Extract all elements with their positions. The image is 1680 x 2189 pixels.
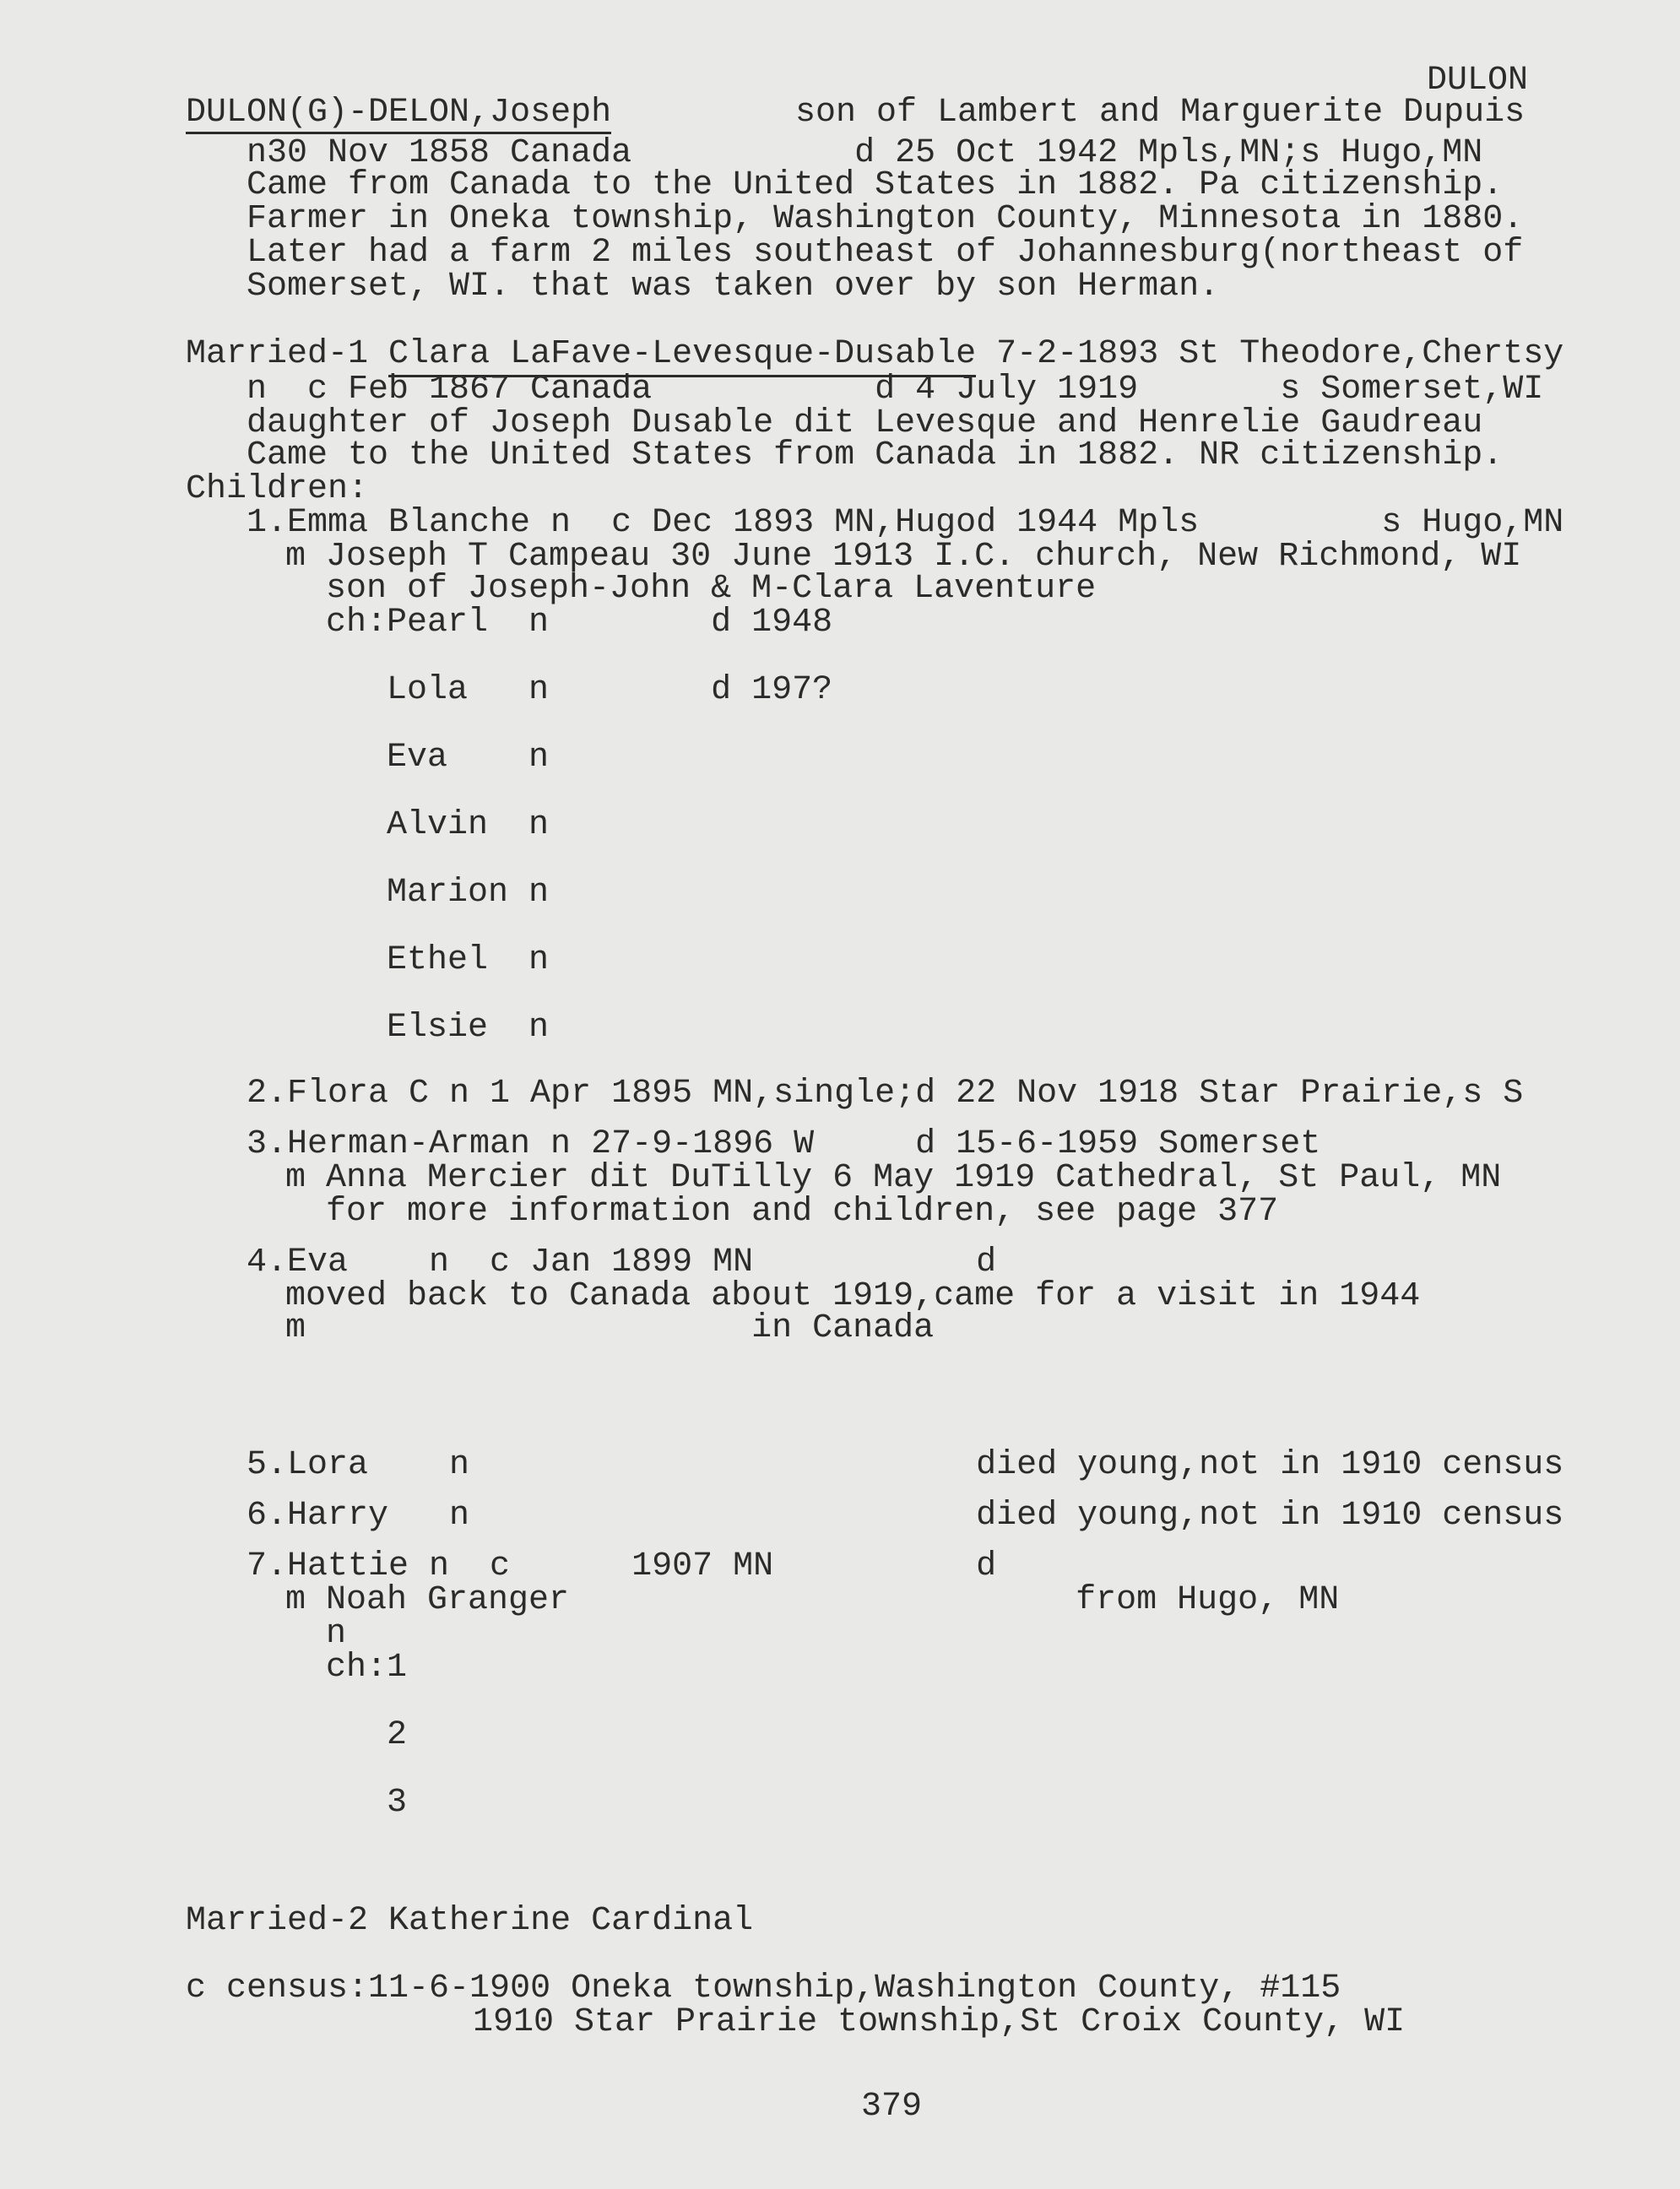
child4-marriage: m in Canada [285,1309,935,1347]
marriage2-line: Married-2 Katherine Cardinal [186,1902,754,1940]
child1-marriage: m Joseph T Campeau 30 June 1913 I.C. church, New Richmond, WI [285,538,1522,576]
page-label: DULON [1427,62,1529,100]
grandchild-row: 2 [326,1716,408,1754]
census-line-1900: c census:11-6-1900 Oneka township,Washington County, #115 [186,1970,1341,2007]
child3-marriage: m Anna Mercier dit DuTilly 6 May 1919 Cathedral, St Paul, MN [285,1159,1502,1197]
marriage1-line [186,335,1564,373]
grandchild-row: 3 [326,1784,408,1822]
subject-name: DULON(G)-DELON,Joseph [186,96,611,134]
child4-line: 4.Eva n c Jan 1899 MN d [247,1244,997,1281]
bio-farm: Later had a farm 2 miles southeast of Johannesburg(northeast of [247,234,1524,272]
grandchild-row: Ethel n [326,941,550,979]
child1-spouse-parents: son of Joseph-John & M-Clara Laventure [326,570,1097,608]
marriage1-spouse: Clara LaFave-Levesque-Dusable [388,335,976,377]
child7-spouse-birth: n [326,1615,347,1653]
child7-line: 7.Hattie n c 1907 MN d [247,1547,997,1585]
grandchild-row: Marion n [326,874,550,912]
child4-note: moved back to Canada about 1919,came for a visit in 1944 [285,1277,1421,1315]
children-label: Children: [186,470,369,508]
marriage1-spouse-immigration: Came to the United States from Canada in 1882. NR citizenship. [247,436,1504,474]
child2-line: 2.Flora C n 1 Apr 1895 MN,single;d 22 Nov 1918 Star Prairie,s S [247,1075,1524,1113]
bio-occupation: Farmer in Oneka township, Washington County, Minnesota in 1880. [247,200,1524,238]
child5-line: 5.Lora n died young,not in 1910 census [247,1446,1564,1484]
grandchild-row: Elsie n [326,1009,550,1047]
grandchild-row: Eva n [326,739,550,777]
census-line-1910: 1910 Star Prairie township,St Croix County, WI [473,2003,1406,2041]
bio-birth-death: n30 Nov 1858 Canada d 25 Oct 1942 Mpls,MN;s Hugo,MN [247,134,1483,172]
bio-farm-cont: Somerset, WI. that was taken over by son Herman. [247,268,1220,306]
grandchild-row: ch:Pearl n d 1948 [326,604,833,642]
grandchild-row: Alvin n [326,806,550,844]
marriage1-spouse-parents: daughter of Joseph Dusable dit Levesque and Henrelie Gaudreau [247,404,1483,442]
child3-line: 3.Herman-Arman n 27-9-1896 W d 15-6-1959 Somerset [247,1125,1321,1163]
child6-line: 6.Harry n died young,not in 1910 census [247,1497,1564,1535]
child3-note: for more information and children, see page 377 [326,1193,1279,1231]
marriage1-spouse-dates: n c Feb 1867 Canada d 4 July 1919 s Somerset,WI [247,371,1544,409]
page-number: 379 [861,2088,923,2126]
marriage1-suffix: 7-2-1893 St Theodore,Chertsy [976,335,1564,373]
bio-immigration: Came from Canada to the United States in 1882. Pa citizenship. [247,166,1504,204]
grandchild-row: Lola n d 197? [326,671,833,709]
subject-parents: son of Lambert and Marguerite Dupuis [795,94,1526,132]
marriage1-prefix: Married-1 [186,335,389,373]
child1-line: 1.Emma Blanche n c Dec 1893 MN,Hugod 1944 Mpls s Hugo,MN [247,504,1564,542]
child7-marriage: m Noah Granger from Hugo, MN [285,1581,1340,1619]
grandchild-row: ch:1 [326,1649,408,1687]
